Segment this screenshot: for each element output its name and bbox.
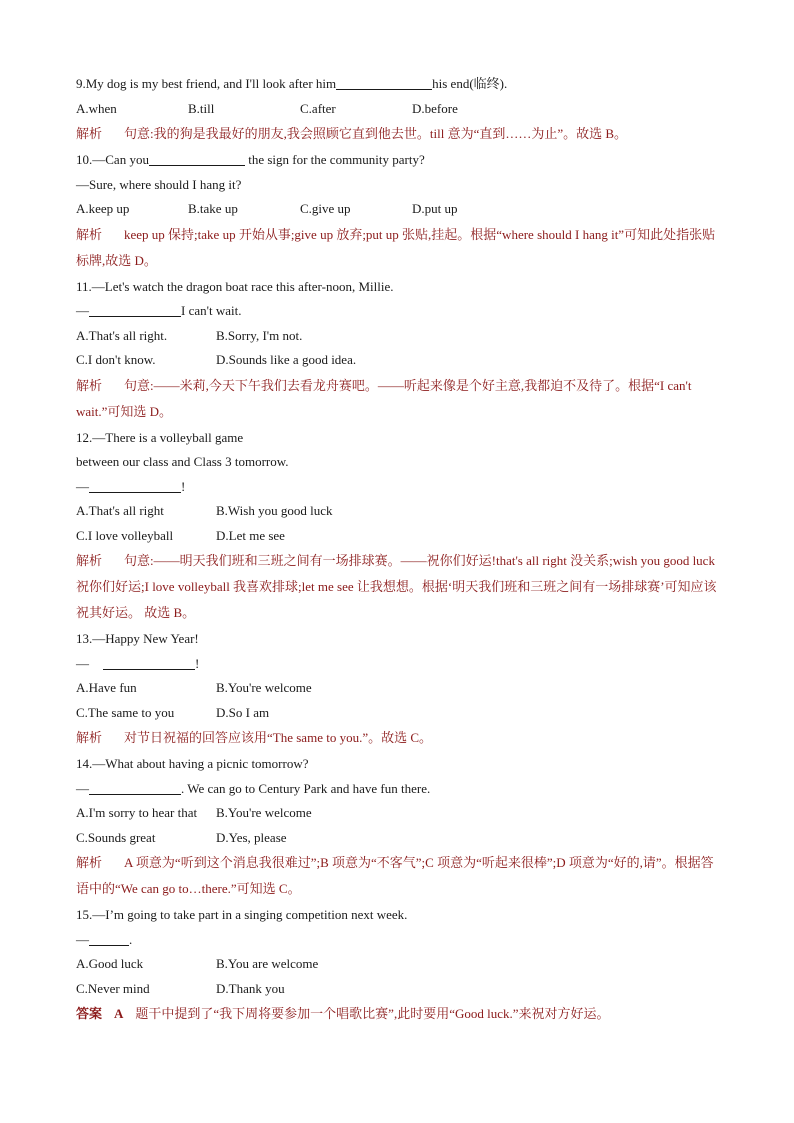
q10-option-c: C.give up <box>300 201 351 216</box>
q14-option-a: A.I'm sorry to hear that <box>76 805 198 820</box>
q12-options-row2 <box>76 524 726 549</box>
q9-expl-text: 句意:我的狗是我最好的朋友,我会照顾它直到他去世。till 意为“直到……为止”。故选 B。 <box>124 126 628 141</box>
q10-stem-end: the sign for the community party? <box>244 152 425 167</box>
q13-explanation <box>76 725 726 751</box>
q14-reply <box>76 777 726 802</box>
q9-blank <box>336 76 432 90</box>
q15-answer-text: 题干中提到了“我下周将要参加一个唱歌比赛”,此时要用“Good luck.”来祝对方好运。 <box>135 1006 610 1021</box>
q12-option-a: A.That's all right <box>76 503 164 518</box>
q12-options-row1 <box>76 499 726 524</box>
q11-expl-text: 句意:——米莉,今天下午我们去看龙舟赛吧。——听起来像是个好主意,我都迫不及待了。根据“I can't wait.”可知选 D。 <box>76 377 692 419</box>
q14-options-row2 <box>76 826 726 851</box>
q10-option-a: A.keep up <box>76 201 130 216</box>
q14-stem: 14.—What about having a picnic tomorrow? <box>76 756 309 771</box>
q11-options-row2 <box>76 348 726 373</box>
q12-expl-tag: 解析 <box>76 553 103 568</box>
q14-expl-tag: 解析 <box>76 855 103 870</box>
q15-options-row1 <box>76 952 726 977</box>
q15-reply-dash: — <box>76 931 89 947</box>
q10-option-b: B.take up <box>188 201 238 216</box>
q13-option-c: C.The same to you <box>76 704 175 720</box>
q12-blank <box>89 479 181 493</box>
q10-options <box>76 197 726 222</box>
q15-reply-end: . <box>129 931 133 947</box>
q11-reply <box>76 299 726 324</box>
q9-stem-end: his end(临终). <box>432 76 508 91</box>
q10-option-d: D.put up <box>412 201 458 216</box>
q14-options-row1 <box>76 801 726 826</box>
q13-option-d: D.So I am <box>216 704 270 720</box>
q13-option-b: B.You're welcome <box>216 680 312 695</box>
question-sheet <box>76 72 726 1027</box>
q15-stem: 15.—I’m going to take part in a singing competition next week. <box>76 907 408 922</box>
q11-option-d: D.Sounds like a good idea. <box>216 352 357 367</box>
q14-option-d: D.Yes, please <box>216 829 287 845</box>
q12-option-d: D.Let me see <box>216 527 285 543</box>
q11-option-c: C.I don't know. <box>76 352 156 367</box>
q11-options-row1 <box>76 324 726 349</box>
q10-explanation <box>76 222 726 274</box>
q11-expl-tag: 解析 <box>76 377 103 393</box>
q15-option-d: D.Thank you <box>216 980 285 996</box>
q14-option-c: C.Sounds great <box>76 829 156 845</box>
q15-answer <box>76 1001 726 1027</box>
q13-reply-dash: — <box>76 655 89 671</box>
q11-reply-dash: — <box>76 303 89 318</box>
q12-reply <box>76 475 726 500</box>
q14-blank <box>89 781 181 795</box>
q15-reply <box>76 928 726 953</box>
q11-blank <box>89 303 181 317</box>
q11-option-b: B.Sorry, I'm not. <box>216 327 303 343</box>
q13-options-row1 <box>76 676 726 701</box>
q11-stem: 11.—Let's watch the dragon boat race this after-noon, Millie. <box>76 278 394 294</box>
q15-blank <box>89 932 129 946</box>
q15-option-c: C.Never mind <box>76 980 150 996</box>
q11-explanation <box>76 373 726 425</box>
q12-stem-line2: between our class and Class 3 tomorrow. <box>76 454 289 469</box>
q13-options-row2 <box>76 701 726 726</box>
q15-answer-letter: A <box>114 1006 124 1021</box>
q10-stem <box>76 148 726 173</box>
q9-option-a: A.when <box>76 100 117 116</box>
q12-option-b: B.Wish you good luck <box>216 503 333 518</box>
q13-option-a: A.Have fun <box>76 680 137 695</box>
q10-stem-text: 10.—Can you <box>76 152 149 167</box>
q12-explanation <box>76 548 726 626</box>
q10-blank <box>149 152 245 166</box>
q9-option-d: D.before <box>412 100 458 116</box>
q14-reply-text: . We can go to Century Park and have fun there. <box>181 780 431 796</box>
q9-option-c: C.after <box>300 100 336 116</box>
q9-expl-tag: 解析 <box>76 126 103 141</box>
q9-stem-text: 9.My dog is my best friend, and I'll look after him <box>76 76 337 91</box>
q14-option-b: B.You're welcome <box>216 805 312 820</box>
q15-answer-tag: 答案 <box>76 1006 103 1021</box>
q12-reply-dash: — <box>76 478 89 494</box>
q13-expl-text: 对节日祝福的回答应该用“The same to you.”。故选 C。 <box>124 730 433 745</box>
q9-explanation <box>76 121 726 147</box>
q14-reply-dash: — <box>76 780 89 796</box>
q15-option-b: B.You are welcome <box>216 956 319 971</box>
q15-options-row2 <box>76 977 726 1002</box>
q10-expl-text: keep up 保持;take up 开始从事;give up 放弃;put up 张贴,挂起。根据“where should I hang it”可知此处指张贴标牌,故选 D。 <box>76 226 716 268</box>
q14-expl-text: A 项意为“听到这个消息我很难过”;B 项意为“不客气”;C 项意为“听起来很棒”;D 项意为“好的,请”。根据答语中的“We can go to…there.”可知选 C。 <box>76 855 714 896</box>
q11-option-a: A.That's all right. <box>76 327 168 343</box>
q13-blank <box>103 656 195 670</box>
q9-stem <box>76 72 726 97</box>
q13-stem: 13.—Happy New Year! <box>76 631 199 646</box>
q13-reply <box>76 652 726 677</box>
q12-reply-end: ! <box>181 478 186 494</box>
q12-stem-line1: 12.—There is a volleyball game <box>76 429 244 445</box>
q13-expl-tag: 解析 <box>76 730 103 745</box>
q9-option-b: B.till <box>188 100 215 116</box>
q13-reply-end: ! <box>195 655 200 671</box>
q9-options <box>76 97 726 122</box>
q10-reply: —Sure, where should I hang it? <box>76 176 242 192</box>
q11-reply-text: I can't wait. <box>181 303 242 318</box>
q10-expl-tag: 解析 <box>76 226 103 242</box>
q14-explanation <box>76 850 726 902</box>
q12-option-c: C.I love volleyball <box>76 527 174 543</box>
q12-expl-text: 句意:——明天我们班和三班之间有一场排球赛。——祝你们好运!that's all right 没关系;wish you good luck 祝你们好运;I love volleyball 我喜欢排球;let me see 让我想想。根据‘明天我们班和三班之间有一场排球赛’可知应该祝其好运。 故选 B。 <box>76 553 717 620</box>
q15-option-a: A.Good luck <box>76 956 144 971</box>
